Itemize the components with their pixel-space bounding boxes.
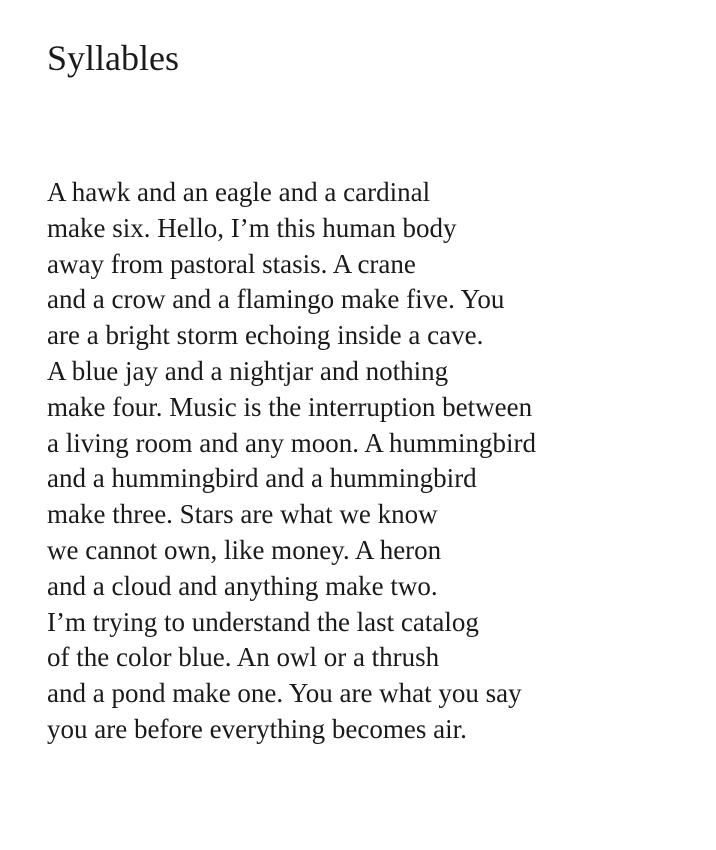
- poem-line: and a crow and a flamingo make five. You: [47, 284, 505, 315]
- poem-title: Syllables: [47, 38, 179, 78]
- poem-line: A hawk and an eagle and a cardinal: [47, 177, 431, 207]
- poem-line: you are before everything becomes air.: [47, 713, 467, 744]
- poem-line: make six. Hello, I’m this human body: [47, 212, 457, 243]
- poem-body: [47, 175, 536, 748]
- poem-line: make three. Stars are what we know: [47, 499, 438, 530]
- poem-line: we cannot own, like money. A heron: [47, 534, 442, 565]
- poem-line: are a bright storm echoing inside a cave.: [47, 320, 484, 351]
- poem-line: I’m trying to understand the last catalog: [47, 606, 479, 637]
- poem-line: A blue jay and a nightjar and nothing: [47, 355, 449, 386]
- poem-line: and a pond make one. You are what you say: [47, 678, 522, 709]
- poem-line: and a cloud and anything make two.: [47, 570, 438, 601]
- poem-line: make four. Music is the interruption between: [47, 391, 533, 422]
- poem-line: a living room and any moon. A hummingbird: [47, 427, 536, 458]
- poem-line: away from pastoral stasis. A crane: [47, 248, 416, 279]
- poem-line: of the color blue. An owl or a thrush: [47, 642, 440, 673]
- poem-line: and a hummingbird and a hummingbird: [47, 463, 477, 494]
